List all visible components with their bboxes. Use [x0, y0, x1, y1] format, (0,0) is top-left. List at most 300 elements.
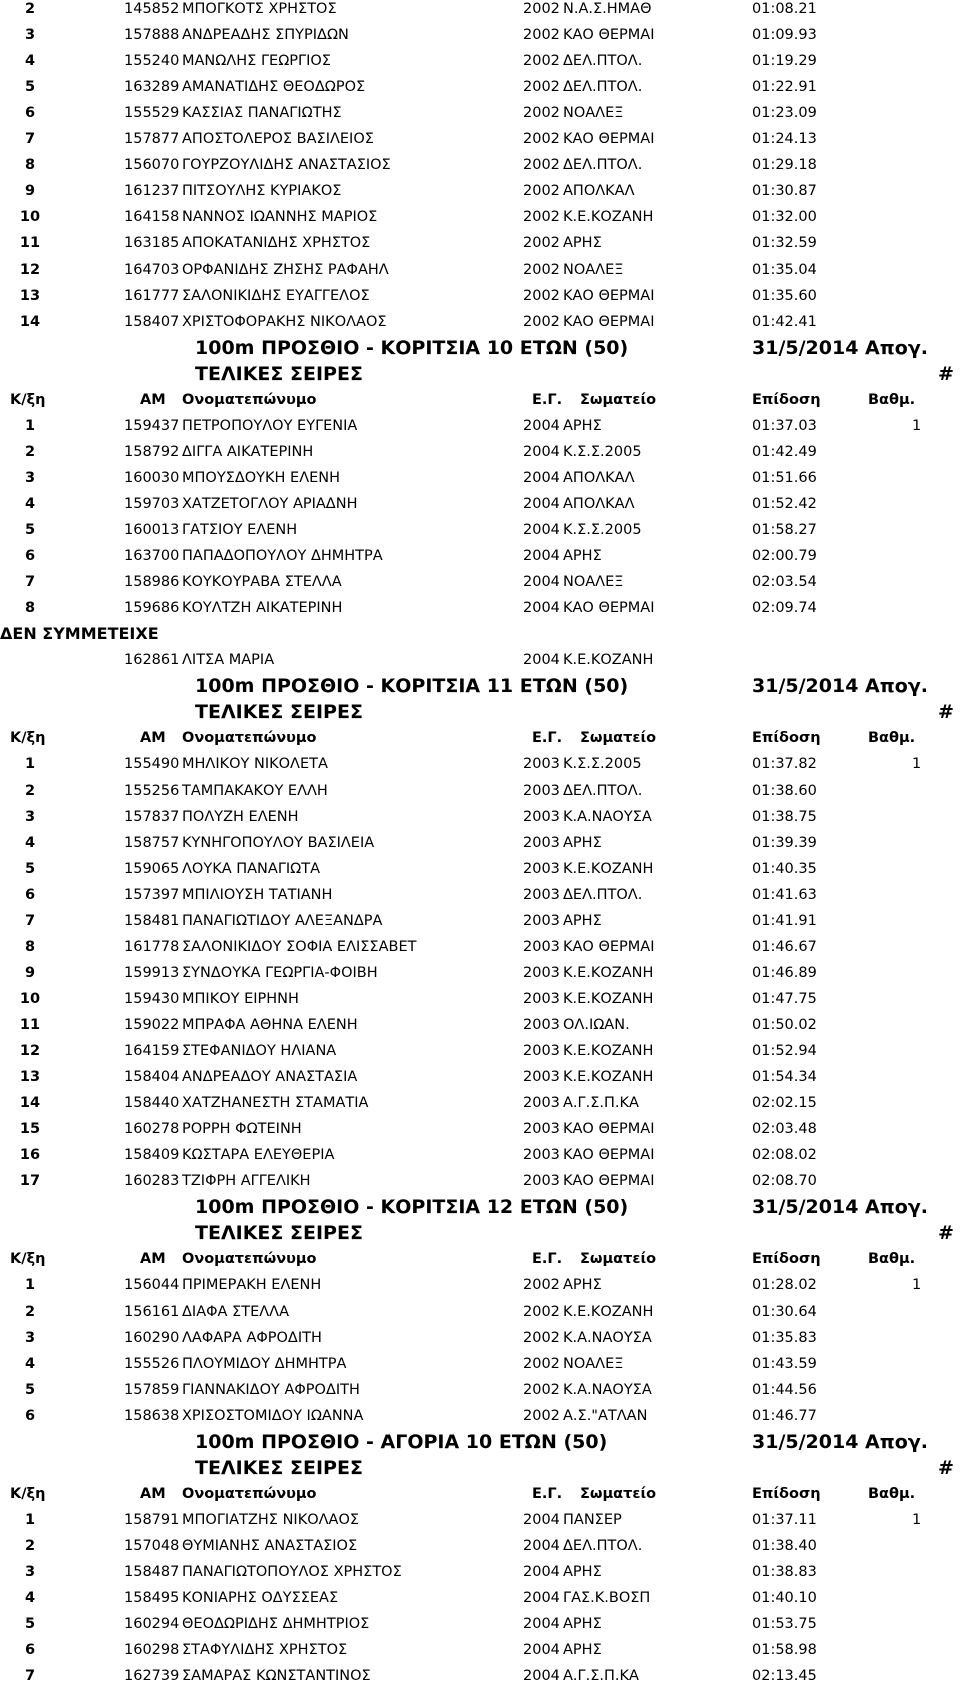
- birth-year-cell: 2003: [523, 835, 560, 851]
- athlete-id-cell: 157888: [124, 27, 180, 43]
- athlete-name-cell: ΚΟΝΙΑΡΗΣ ΟΔΥΣΣΕΑΣ: [182, 1590, 339, 1606]
- header-time: Επίδοση: [752, 1486, 821, 1502]
- time-cell: 01:32.00: [752, 209, 817, 225]
- time-cell: 01:41.91: [752, 913, 817, 929]
- result-row: [0, 1272, 960, 1298]
- event-subtitle: ΤΕΛΙΚΕΣ ΣΕΙΡΕΣ: [195, 1457, 363, 1479]
- header-athlete-id: ΑΜ: [140, 730, 166, 746]
- event-date: 31/5/2014 Απογ.: [752, 1431, 928, 1453]
- athlete-name-cell: ΠΙΤΣΟΥΛΗΣ ΚΥΡΙΑΚΟΣ: [182, 183, 342, 199]
- club-cell: ΑΠΟΛΚΑΛ: [563, 496, 635, 512]
- athlete-name-cell: ΚΩΣΤΑΡΑ ΕΛΕΥΘΕΡΙΑ: [182, 1147, 335, 1163]
- birth-year-cell: 2004: [523, 496, 560, 512]
- result-row: [0, 1064, 960, 1090]
- athlete-name-cell: ΣΤΑΦΥΛΙΔΗΣ ΧΡΗΣΤΟΣ: [182, 1642, 348, 1658]
- athlete-id-cell: 160278: [124, 1121, 180, 1137]
- place-cell: 5: [24, 861, 36, 877]
- time-cell: 01:43.59: [752, 1356, 817, 1372]
- result-row: [0, 1507, 960, 1533]
- time-cell: 01:29.18: [752, 157, 817, 173]
- column-header-row: [0, 1246, 960, 1272]
- place-cell: 6: [24, 548, 36, 564]
- athlete-name-cell: ΣΑΛΟΝΙΚΙΔΗΣ ΕΥΑΓΓΕΛΟΣ: [182, 288, 370, 304]
- athlete-id-cell: 155526: [124, 1356, 180, 1372]
- result-row: [0, 1533, 960, 1559]
- result-row: [0, 778, 960, 804]
- athlete-name-cell: ΜΠΙΚΟΥ ΕΙΡΗΝΗ: [182, 991, 299, 1007]
- header-name: Ονοματεπώνυμο: [182, 1251, 317, 1267]
- birth-year-cell: 2002: [523, 1408, 560, 1424]
- athlete-id-cell: 160283: [124, 1173, 180, 1189]
- time-cell: 01:09.93: [752, 27, 817, 43]
- event-title: 100m ΠΡΟΣΘΙΟ - ΚΟΡΙΤΣΙΑ 10 ΕΤΩΝ (50): [195, 337, 629, 359]
- club-cell: Κ.Ε.ΚΟΖΑΝΗ: [563, 991, 654, 1007]
- time-cell: 01:58.98: [752, 1642, 817, 1658]
- club-cell: ΝΟΑΛΕΞ: [563, 105, 624, 121]
- athlete-name-cell: ΑΠΟΚΑΤΑΝΙΔΗΣ ΧΡΗΣΤΟΣ: [182, 235, 371, 251]
- club-cell: ΠΑΝΣΕΡ: [563, 1512, 622, 1528]
- place-cell: 9: [24, 965, 36, 981]
- club-cell: Κ.Ε.ΚΟΖΑΝΗ: [563, 209, 654, 225]
- athlete-name-cell: ΜΑΝΩΛΗΣ ΓΕΩΡΓΙΟΣ: [182, 53, 331, 69]
- place-cell: 3: [24, 27, 36, 43]
- athlete-id-cell: 156044: [124, 1277, 180, 1293]
- place-cell: 3: [24, 470, 36, 486]
- time-cell: 01:50.02: [752, 1017, 817, 1033]
- hash-mark: #: [938, 1457, 954, 1479]
- result-row: [0, 1090, 960, 1116]
- header-points: Βαθμ.: [868, 730, 916, 746]
- club-cell: Κ.Σ.Σ.2005: [563, 756, 642, 772]
- athlete-id-cell: 158407: [124, 314, 180, 330]
- time-cell: 01:52.94: [752, 1043, 817, 1059]
- time-cell: 01:28.02: [752, 1277, 817, 1293]
- club-cell: ΚΑΟ ΘΕΡΜΑΙ: [563, 1121, 655, 1137]
- birth-year-cell: 2002: [523, 1382, 560, 1398]
- athlete-id-cell: 158757: [124, 835, 180, 851]
- club-cell: Κ.Ε.ΚΟΖΑΝΗ: [563, 652, 654, 668]
- time-cell: 01:23.09: [752, 105, 817, 121]
- athlete-id-cell: 145852: [124, 1, 180, 17]
- birth-year-cell: 2002: [523, 27, 560, 43]
- club-cell: ΟΛ.ΙΩΑΝ.: [563, 1017, 630, 1033]
- athlete-name-cell: ΠΑΝΑΓΙΩΤΙΔΟΥ ΑΛΕΞΑΝΔΡΑ: [182, 913, 383, 929]
- result-row: [0, 283, 960, 309]
- athlete-name-cell: ΧΑΤΖΕΤΟΓΛΟΥ ΑΡΙΑΔΝΗ: [182, 496, 358, 512]
- athlete-id-cell: 158792: [124, 444, 180, 460]
- place-cell: 9: [24, 183, 36, 199]
- birth-year-cell: 2003: [523, 861, 560, 877]
- result-row: [0, 152, 960, 178]
- result-row: [0, 856, 960, 882]
- did-not-start-label: ΔΕΝ ΣΥΜΜΕΤΕΙΧΕ: [0, 624, 159, 643]
- event-subtitle-line: [0, 1455, 960, 1481]
- athlete-id-cell: 158791: [124, 1512, 180, 1528]
- event-subtitle: ΤΕΛΙΚΕΣ ΣΕΙΡΕΣ: [195, 363, 363, 385]
- athlete-id-cell: 163185: [124, 235, 180, 251]
- athlete-name-cell: ΛΙΤΣΑ ΜΑΡΙΑ: [182, 652, 275, 668]
- time-cell: 01:42.41: [752, 314, 817, 330]
- event-title-line: [0, 673, 960, 699]
- time-cell: 01:37.82: [752, 756, 817, 772]
- club-cell: ΝΟΑΛΕΞ: [563, 262, 624, 278]
- birth-year-cell: 2002: [523, 183, 560, 199]
- time-cell: 02:03.54: [752, 574, 817, 590]
- place-cell: 7: [24, 1668, 36, 1684]
- event-title: 100m ΠΡΟΣΘΙΟ - ΚΟΡΙΤΣΙΑ 12 ΕΤΩΝ (50): [195, 1196, 629, 1218]
- club-cell: ΚΑΟ ΘΕΡΜΑΙ: [563, 600, 655, 616]
- event-subtitle: ΤΕΛΙΚΕΣ ΣΕΙΡΕΣ: [195, 1222, 363, 1244]
- club-cell: ΑΠΟΛΚΑΛ: [563, 183, 635, 199]
- time-cell: 01:24.13: [752, 131, 817, 147]
- place-cell: 2: [24, 444, 36, 460]
- athlete-name-cell: ΧΡΙΣΟΣΤΟΜΙΔΟΥ ΙΩΑΝΝΑ: [182, 1408, 364, 1424]
- club-cell: ΔΕΛ.ΠΤΟΛ.: [563, 53, 643, 69]
- birth-year-cell: 2002: [523, 288, 560, 304]
- athlete-name-cell: ΠΑΠΑΔΟΠΟΥΛΟΥ ΔΗΜΗΤΡΑ: [182, 548, 383, 564]
- athlete-name-cell: ΑΝΔΡΕΑΔΗΣ ΣΠΥΡΙΔΩΝ: [182, 27, 349, 43]
- result-row: [0, 1403, 960, 1429]
- athlete-id-cell: 163700: [124, 548, 180, 564]
- birth-year-cell: 2002: [523, 209, 560, 225]
- athlete-id-cell: 160013: [124, 522, 180, 538]
- result-row: [0, 257, 960, 283]
- points-cell: 1: [912, 1512, 922, 1528]
- time-cell: 01:37.11: [752, 1512, 817, 1528]
- birth-year-cell: 2002: [523, 131, 560, 147]
- result-row: [0, 309, 960, 335]
- athlete-name-cell: ΠΟΛΥΖΗ ΕΛΕΝΗ: [182, 809, 299, 825]
- athlete-name-cell: ΘΕΟΔΩΡΙΔΗΣ ΔΗΜΗΤΡΙΟΣ: [182, 1616, 370, 1632]
- event-title: 100m ΠΡΟΣΘΙΟ - ΑΓΟΡΙΑ 10 ΕΤΩΝ (50): [195, 1431, 608, 1453]
- club-cell: ΑΡΗΣ: [563, 1277, 602, 1293]
- athlete-name-cell: ΣΑΛΟΝΙΚΙΔΟΥ ΣΟΦΙΑ ΕΛΙΣΣΑΒΕΤ: [182, 939, 417, 955]
- athlete-name-cell: ΑΝΔΡΕΑΔΟΥ ΑΝΑΣΤΑΣΙΑ: [182, 1069, 358, 1085]
- time-cell: 01:41.63: [752, 887, 817, 903]
- place-cell: 6: [24, 887, 36, 903]
- athlete-name-cell: ΚΟΥΛΤΖΗ ΑΙΚΑΤΕΡΙΝΗ: [182, 600, 343, 616]
- header-club: Σωματείο: [580, 1486, 657, 1502]
- header-club: Σωματείο: [580, 1251, 657, 1267]
- club-cell: ΓΑΣ.Κ.ΒΟΣΠ: [563, 1590, 651, 1606]
- club-cell: Κ.Α.ΝΑΟΥΣΑ: [563, 809, 652, 825]
- time-cell: 01:46.77: [752, 1408, 817, 1424]
- birth-year-cell: 2004: [523, 1590, 560, 1606]
- birth-year-cell: 2003: [523, 809, 560, 825]
- birth-year-cell: 2004: [523, 470, 560, 486]
- place-cell: 6: [24, 105, 36, 121]
- birth-year-cell: 2004: [523, 652, 560, 668]
- time-cell: 01:40.35: [752, 861, 817, 877]
- birth-year-cell: 2003: [523, 965, 560, 981]
- club-cell: ΚΑΟ ΘΕΡΜΑΙ: [563, 1147, 655, 1163]
- time-cell: 01:46.89: [752, 965, 817, 981]
- birth-year-cell: 2002: [523, 1304, 560, 1320]
- place-cell: 6: [24, 1642, 36, 1658]
- place-cell: 5: [24, 1382, 36, 1398]
- athlete-id-cell: 160294: [124, 1616, 180, 1632]
- athlete-id-cell: 155240: [124, 53, 180, 69]
- result-row: [0, 830, 960, 856]
- place-cell: 14: [19, 314, 41, 330]
- birth-year-cell: 2004: [523, 600, 560, 616]
- athlete-name-cell: ΜΗΛΙΚΟΥ ΝΙΚΟΛΕΤΑ: [182, 756, 328, 772]
- time-cell: 02:08.02: [752, 1147, 817, 1163]
- header-place: Κ/ξη: [10, 392, 46, 408]
- event-date: 31/5/2014 Απογ.: [752, 675, 928, 697]
- place-cell: 5: [24, 522, 36, 538]
- birth-year-cell: 2004: [523, 548, 560, 564]
- result-row: [0, 934, 960, 960]
- header-name: Ονοματεπώνυμο: [182, 1486, 317, 1502]
- did-not-start-line: [0, 621, 960, 647]
- athlete-name-cell: ΠΛΟΥΜΙΔΟΥ ΔΗΜΗΤΡΑ: [182, 1356, 347, 1372]
- place-cell: 11: [19, 1017, 41, 1033]
- birth-year-cell: 2003: [523, 887, 560, 903]
- club-cell: ΝΟΑΛΕΞ: [563, 1356, 624, 1372]
- header-time: Επίδοση: [752, 392, 821, 408]
- time-cell: 01:38.83: [752, 1564, 817, 1580]
- result-row: [0, 413, 960, 439]
- athlete-name-cell: ΜΠΟΓΚΟΤΣ ΧΡΗΣΤΟΣ: [182, 1, 337, 17]
- place-cell: 7: [24, 574, 36, 590]
- result-row: [0, 491, 960, 517]
- result-row: [0, 751, 960, 777]
- birth-year-cell: 2003: [523, 756, 560, 772]
- athlete-name-cell: ΑΠΟΣΤΟΛΕΡΟΣ ΒΑΣΙΛΕΙΟΣ: [182, 131, 374, 147]
- event-date: 31/5/2014 Απογ.: [752, 1196, 928, 1218]
- place-cell: 7: [24, 131, 36, 147]
- time-cell: 01:35.04: [752, 262, 817, 278]
- club-cell: ΑΡΗΣ: [563, 1616, 602, 1632]
- time-cell: 01:40.10: [752, 1590, 817, 1606]
- club-cell: Κ.Α.ΝΑΟΥΣΑ: [563, 1382, 652, 1398]
- place-cell: 10: [19, 209, 41, 225]
- result-row: [0, 74, 960, 100]
- time-cell: 01:35.83: [752, 1330, 817, 1346]
- athlete-name-cell: ΣΑΜΑΡΑΣ ΚΩΝΣΤΑΝΤΙΝΟΣ: [182, 1668, 371, 1684]
- time-cell: 01:38.75: [752, 809, 817, 825]
- athlete-id-cell: 157397: [124, 887, 180, 903]
- athlete-id-cell: 156161: [124, 1304, 180, 1320]
- time-cell: 01:51.66: [752, 470, 817, 486]
- header-birth-year: Ε.Γ.: [532, 730, 563, 746]
- event-subtitle-line: [0, 1220, 960, 1246]
- athlete-id-cell: 160290: [124, 1330, 180, 1346]
- place-cell: 17: [19, 1173, 41, 1189]
- athlete-id-cell: 158440: [124, 1095, 180, 1111]
- athlete-name-cell: ΜΠΟΥΣΔΟΥΚΗ ΕΛΕΝΗ: [182, 470, 341, 486]
- result-row: [0, 543, 960, 569]
- result-row: [0, 1377, 960, 1403]
- club-cell: Α.Σ."ΑΤΛΑΝ: [563, 1408, 648, 1424]
- place-cell: 16: [19, 1147, 41, 1163]
- club-cell: Κ.Α.ΝΑΟΥΣΑ: [563, 1330, 652, 1346]
- athlete-name-cell: ΟΡΦΑΝΙΔΗΣ ΖΗΣΗΣ ΡΑΦΑΗΛ: [182, 262, 389, 278]
- place-cell: 13: [19, 288, 41, 304]
- athlete-id-cell: 158404: [124, 1069, 180, 1085]
- event-subtitle: ΤΕΛΙΚΕΣ ΣΕΙΡΕΣ: [195, 701, 363, 723]
- time-cell: 01:37.03: [752, 418, 817, 434]
- result-row: [0, 986, 960, 1012]
- result-row: [0, 439, 960, 465]
- time-cell: 01:54.34: [752, 1069, 817, 1085]
- birth-year-cell: 2004: [523, 1616, 560, 1632]
- athlete-id-cell: 164158: [124, 209, 180, 225]
- athlete-id-cell: 158986: [124, 574, 180, 590]
- time-cell: 01:53.75: [752, 1616, 817, 1632]
- birth-year-cell: 2002: [523, 79, 560, 95]
- athlete-id-cell: 164159: [124, 1043, 180, 1059]
- club-cell: ΚΑΟ ΘΕΡΜΑΙ: [563, 288, 655, 304]
- hash-mark: #: [938, 701, 954, 723]
- athlete-name-cell: ΧΑΤΖΗΑΝΕΣΤΗ ΣΤΑΜΑΤΙΑ: [182, 1095, 369, 1111]
- athlete-name-cell: ΓΟΥΡΖΟΥΛΙΔΗΣ ΑΝΑΣΤΑΣΙΟΣ: [182, 157, 391, 173]
- result-row: [0, 1559, 960, 1585]
- athlete-name-cell: ΝΑΝΝΟΣ ΙΩΑΝΝΗΣ ΜΑΡΙΟΣ: [182, 209, 378, 225]
- club-cell: ΚΑΟ ΘΕΡΜΑΙ: [563, 27, 655, 43]
- header-athlete-id: ΑΜ: [140, 1486, 166, 1502]
- time-cell: 01:52.42: [752, 496, 817, 512]
- athlete-id-cell: 155529: [124, 105, 180, 121]
- athlete-name-cell: ΑΜΑΝΑΤΙΔΗΣ ΘΕΟΔΩΡΟΣ: [182, 79, 366, 95]
- club-cell: Κ.Ε.ΚΟΖΑΝΗ: [563, 1304, 654, 1320]
- place-cell: 4: [24, 835, 36, 851]
- place-cell: 3: [24, 809, 36, 825]
- club-cell: Κ.Ε.ΚΟΖΑΝΗ: [563, 1069, 654, 1085]
- birth-year-cell: 2004: [523, 1642, 560, 1658]
- event-subtitle-line: [0, 361, 960, 387]
- athlete-id-cell: 161777: [124, 288, 180, 304]
- athlete-id-cell: 158409: [124, 1147, 180, 1163]
- header-club: Σωματείο: [580, 730, 657, 746]
- place-cell: 1: [24, 1512, 36, 1528]
- club-cell: ΑΡΗΣ: [563, 1564, 602, 1580]
- birth-year-cell: 2002: [523, 1277, 560, 1293]
- header-points: Βαθμ.: [868, 1251, 916, 1267]
- header-place: Κ/ξη: [10, 1251, 46, 1267]
- column-header-row: [0, 1481, 960, 1507]
- place-cell: 2: [24, 1538, 36, 1554]
- place-cell: 3: [24, 1330, 36, 1346]
- result-row: [0, 1325, 960, 1351]
- athlete-name-cell: ΠΡΙΜΕΡΑΚΗ ΕΛΕΝΗ: [182, 1277, 322, 1293]
- athlete-id-cell: 161778: [124, 939, 180, 955]
- points-cell: 1: [912, 756, 922, 772]
- result-row: [0, 1012, 960, 1038]
- header-athlete-id: ΑΜ: [140, 1251, 166, 1267]
- place-cell: 2: [24, 1304, 36, 1320]
- birth-year-cell: 2002: [523, 262, 560, 278]
- club-cell: Κ.Σ.Σ.2005: [563, 444, 642, 460]
- athlete-name-cell: ΚΟΥΚΟΥΡΑΒΑ ΣΤΕΛΛΑ: [182, 574, 342, 590]
- place-cell: 1: [24, 756, 36, 772]
- club-cell: Α.Γ.Σ.Π.ΚΑ: [563, 1095, 639, 1111]
- place-cell: 14: [19, 1095, 41, 1111]
- athlete-name-cell: ΡΟΡΡΗ ΦΩΤΕΙΝΗ: [182, 1121, 302, 1137]
- club-cell: ΑΡΗΣ: [563, 835, 602, 851]
- birth-year-cell: 2003: [523, 783, 560, 799]
- club-cell: ΑΡΗΣ: [563, 235, 602, 251]
- birth-year-cell: 2002: [523, 1330, 560, 1346]
- result-row: [0, 595, 960, 621]
- place-cell: 8: [24, 157, 36, 173]
- place-cell: 1: [24, 1277, 36, 1293]
- athlete-id-cell: 159686: [124, 600, 180, 616]
- athlete-name-cell: ΣΤΕΦΑΝΙΔΟΥ ΗΛΙΑΝΑ: [182, 1043, 337, 1059]
- athlete-name-cell: ΛΟΥΚΑ ΠΑΝΑΓΙΩΤΑ: [182, 861, 321, 877]
- birth-year-cell: 2004: [523, 1538, 560, 1554]
- time-cell: 01:30.87: [752, 183, 817, 199]
- club-cell: Κ.Σ.Σ.2005: [563, 522, 642, 538]
- athlete-id-cell: 158487: [124, 1564, 180, 1580]
- club-cell: ΑΠΟΛΚΑΛ: [563, 470, 635, 486]
- birth-year-cell: 2003: [523, 1043, 560, 1059]
- birth-year-cell: 2002: [523, 53, 560, 69]
- athlete-id-cell: 158495: [124, 1590, 180, 1606]
- athlete-id-cell: 157048: [124, 1538, 180, 1554]
- club-cell: ΔΕΛ.ΠΤΟΛ.: [563, 79, 643, 95]
- club-cell: Α.Γ.Σ.Π.ΚΑ: [563, 1668, 639, 1684]
- column-header-row: [0, 387, 960, 413]
- athlete-id-cell: 160030: [124, 470, 180, 486]
- event-title-line: [0, 1429, 960, 1455]
- time-cell: 01:44.56: [752, 1382, 817, 1398]
- birth-year-cell: 2002: [523, 1, 560, 17]
- athlete-name-cell: ΜΠΡΑΦΑ ΑΘΗΝΑ ΕΛΕΝΗ: [182, 1017, 358, 1033]
- hash-mark: #: [938, 363, 954, 385]
- points-cell: 1: [912, 1277, 922, 1293]
- athlete-id-cell: 160298: [124, 1642, 180, 1658]
- place-cell: 5: [24, 79, 36, 95]
- result-row: [0, 1585, 960, 1611]
- athlete-name-cell: ΘΥΜΙΑΝΗΣ ΑΝΑΣΤΑΣΙΟΣ: [182, 1538, 358, 1554]
- club-cell: ΔΕΛ.ΠΤΟΛ.: [563, 783, 643, 799]
- athlete-id-cell: 157877: [124, 131, 180, 147]
- result-row: [0, 230, 960, 256]
- time-cell: 01:08.21: [752, 1, 817, 17]
- athlete-name-cell: ΠΕΤΡΟΠΟΥΛΟΥ ΕΥΓΕΝΙΑ: [182, 418, 358, 434]
- athlete-id-cell: 157859: [124, 1382, 180, 1398]
- header-club: Σωματείο: [580, 392, 657, 408]
- athlete-id-cell: 162739: [124, 1668, 180, 1684]
- place-cell: 4: [24, 53, 36, 69]
- club-cell: ΑΡΗΣ: [563, 548, 602, 564]
- time-cell: 02:09.74: [752, 600, 817, 616]
- event-title: 100m ΠΡΟΣΘΙΟ - ΚΟΡΙΤΣΙΑ 11 ΕΤΩΝ (50): [195, 675, 629, 697]
- birth-year-cell: 2004: [523, 1564, 560, 1580]
- header-time: Επίδοση: [752, 730, 821, 746]
- result-row: [0, 204, 960, 230]
- club-cell: Κ.Ε.ΚΟΖΑΝΗ: [563, 1043, 654, 1059]
- time-cell: 02:08.70: [752, 1173, 817, 1189]
- result-row: [0, 465, 960, 491]
- birth-year-cell: 2003: [523, 1121, 560, 1137]
- athlete-id-cell: 158638: [124, 1408, 180, 1424]
- club-cell: ΚΑΟ ΘΕΡΜΑΙ: [563, 1173, 655, 1189]
- time-cell: 02:13.45: [752, 1668, 817, 1684]
- athlete-name-cell: ΜΠΙΛΙΟΥΣΗ ΤΑΤΙΑΝΗ: [182, 887, 333, 903]
- place-cell: 3: [24, 1564, 36, 1580]
- athlete-id-cell: 158481: [124, 913, 180, 929]
- header-place: Κ/ξη: [10, 730, 46, 746]
- place-cell: 12: [19, 1043, 41, 1059]
- result-row: [0, 1116, 960, 1142]
- result-row: [0, 1038, 960, 1064]
- athlete-name-cell: ΧΡΙΣΤΟΦΟΡΑΚΗΣ ΝΙΚΟΛΑΟΣ: [182, 314, 387, 330]
- club-cell: ΔΕΛ.ΠΤΟΛ.: [563, 157, 643, 173]
- header-place: Κ/ξη: [10, 1486, 46, 1502]
